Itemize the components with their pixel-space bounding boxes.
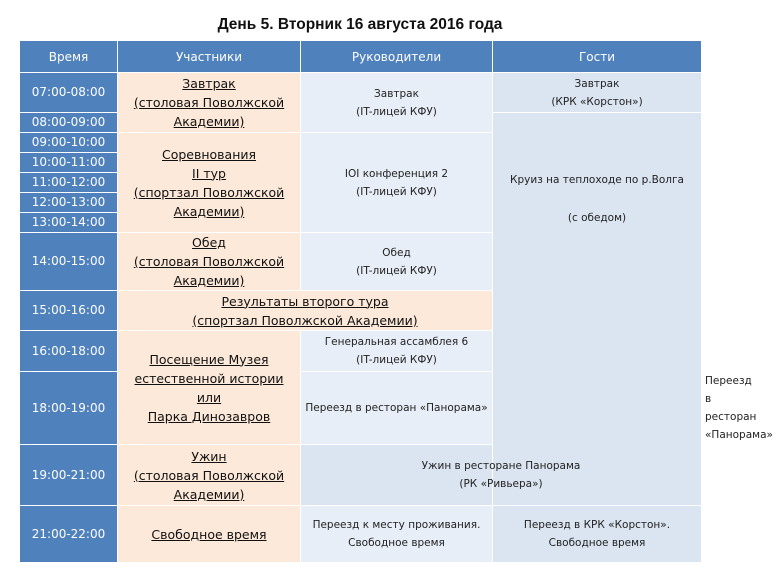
time-cell: 07:00-08:00 <box>20 73 118 113</box>
time-cell: 12:00-13:00 <box>20 193 118 213</box>
participants-lunch: Обед (столовая Поволжской Академии) <box>118 233 301 291</box>
header-time: Время <box>20 41 118 73</box>
time-cell: 16:00-18:00 <box>20 331 118 372</box>
table-row <box>20 73 702 113</box>
header-guests: Гости <box>493 41 702 73</box>
shared-dinner: Ужин в ресторане Панорама (РК «Ривьера») <box>301 445 702 506</box>
leaders-breakfast: Завтрак (IT-лицей КФУ) <box>301 73 493 133</box>
guests-breakfast: Завтрак (КРК «Корстон») <box>493 73 702 113</box>
participants-museum: Посещение Музея естественной истории или Парка Динозавров <box>118 331 301 445</box>
table-row <box>20 445 702 506</box>
participants-breakfast: Завтрак (столовая Поволжской Академии) <box>118 73 301 133</box>
table-row <box>20 506 702 563</box>
leaders-transfer: Переезд в ресторан «Панорама» <box>301 372 493 445</box>
time-cell: 13:00-14:00 <box>20 213 118 233</box>
time-cell: 18:00-19:00 <box>20 372 118 445</box>
time-cell: 08:00-09:00 <box>20 113 118 133</box>
header-participants: Участники <box>118 41 301 73</box>
shared-results: Результаты второго тура (спортзал Поволжской Академии) <box>118 291 493 331</box>
time-cell: 10:00-11:00 <box>20 153 118 173</box>
time-cell: 15:00-16:00 <box>20 291 118 331</box>
page-title: День 5. Вторник 16 августа 2016 года <box>217 16 503 33</box>
participants-competition: Соревнования II тур (спортзал Поволжской Академии) <box>118 133 301 233</box>
guests-home: Переезд в КРК «Корстон». Свободное время <box>493 506 702 563</box>
table-row: 18:00-19:00 Переезд в ресторан «Панорама» Переезд в ресторан «Панорама» <box>20 372 702 445</box>
header-row <box>20 41 702 73</box>
time-cell: 21:00-22:00 <box>20 506 118 563</box>
leaders-conference: IOI конференция 2 (IT-лицей КФУ) <box>301 133 493 233</box>
time-cell: 14:00-15:00 <box>20 233 118 291</box>
participants-dinner: Ужин (столовая Поволжской Академии) <box>118 445 301 506</box>
leaders-lunch: Обед (IT-лицей КФУ) <box>301 233 493 291</box>
leaders-assembly: Генеральная ассамблея 6 (IT-лицей КФУ) <box>301 331 493 372</box>
time-cell: 09:00-10:00 <box>20 133 118 153</box>
schedule-table <box>19 40 773 563</box>
time-cell: 11:00-12:00 <box>20 173 118 193</box>
time-cell: 19:00-21:00 <box>20 445 118 506</box>
header-leaders: Руководители <box>301 41 493 73</box>
guests-cruise: Круиз на теплоходе по р.Волга (с обедом) <box>493 113 702 506</box>
leaders-home: Переезд к месту проживания. Свободное время <box>301 506 493 563</box>
participants-free-time: Свободное время <box>118 506 301 563</box>
